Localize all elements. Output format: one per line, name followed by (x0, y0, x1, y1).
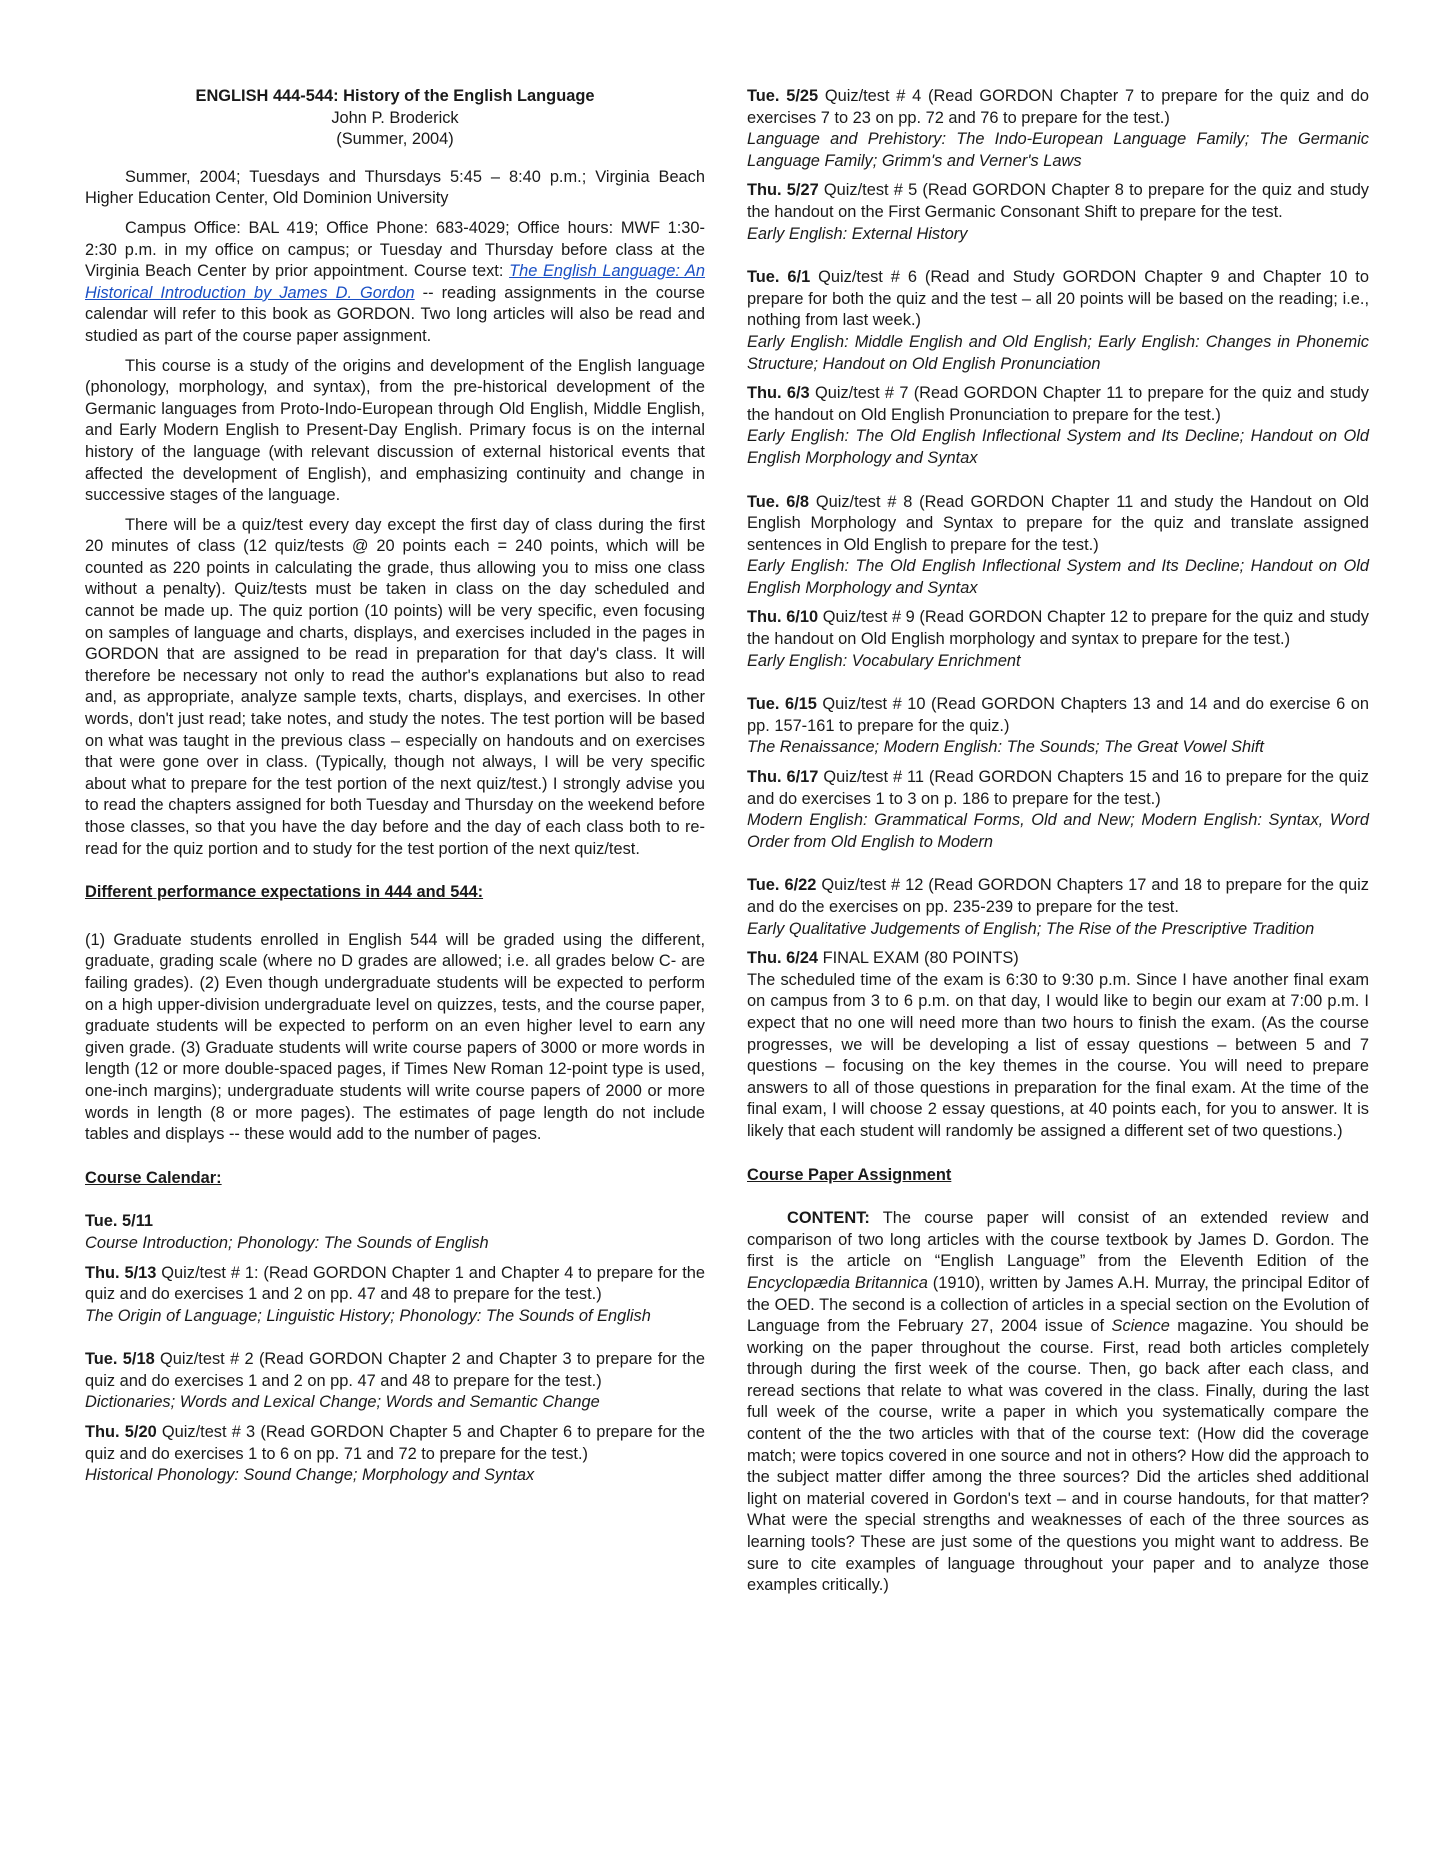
entry-topic: Early English: Middle English and Old English; Early English: Changes in Phonemic Structure; Handout on Old English Pronunciation (747, 332, 1369, 373)
calendar-entry (747, 694, 1369, 759)
paper-content-label: CONTENT: (787, 1209, 870, 1228)
calendar-entry (85, 1211, 705, 1254)
term: (Summer, 2004) (336, 130, 454, 149)
entry-topic: Early English: External History (747, 224, 968, 243)
calendar-entry (85, 1349, 705, 1414)
journal-science: Science (1111, 1317, 1170, 1336)
entry-text: Quiz/test # 5 (Read GORDON Chapter 8 to prepare for the quiz and study the handout on the First Germanic Consonant Shift to prepare for the test. (747, 181, 1370, 221)
entry-text: Quiz/test # 9 (Read GORDON Chapter 12 to prepare for the quiz and study the handout on Old English morphology and syntax to prepare for the test.) (747, 608, 1369, 649)
calendar-heading: Course Calendar: (85, 1168, 222, 1187)
entry-text: Quiz/test # 11 (Read GORDON Chapters 15 and 16 to prepare for the quiz and do exercises 1 to 3 on p. 186 to prepare for the test.) (747, 768, 1370, 808)
final-exam-text: The scheduled time of the exam is 6:30 to 9:30 p.m. Since I have another final exam on campus from 3 to 6 p.m. on that day, I would like to begin our exam at 7:00 p.m. I expect that no one will need more than two hours to finish the exam. (As the course progresses, we will be developing a list of essay questions – between 5 and 7 questions – focusing on the key themes in the course. You will need to prepare answers to all of those questions in preparation for the final exam. At the time of the final exam, I will choose 2 essay questions, at 40 points each, for you to answer. It is likely that each student will randomly be assigned a different set of two questions.) (747, 970, 1369, 1140)
entry-text: Quiz/test # 7 (Read GORDON Chapter 11 to prepare for the quiz and study the handout on Old English Pronunciation to prepare for the test.) (747, 384, 1369, 424)
calendar-entry (747, 180, 1369, 245)
expectations-body: (1) Graduate students enrolled in English 544 will be graded using the different, graduate, grading scale (where no D grades are allowed; i.e. all grades below C- are failing grades). (2) Even though undergraduate students will be expected to perform on a high upper-division undergraduate level on quizzes, tests, and the course paper, graduate students will be expected to perform on an even higher level to earn any given grade. (3) Graduate students will write course papers of 3000 or more words in length (12 or more double-spaced pages, if Times New Roman 12-point type is used, one-inch margins); undergraduate students will write course papers of 2000 or more words in length (8 or more pages). The estimates of page length do not include tables and displays -- these would add to the number of pages. (85, 930, 705, 1144)
calendar-entry (747, 492, 1369, 600)
entry-topic: Early Qualitative Judgements of English; The Rise of the Prescriptive Tradition (747, 919, 1315, 938)
entry-text: Quiz/test # 4 (Read GORDON Chapter 7 to prepare for the quiz and do exercises 7 to 23 on pp. 72 and 76 to prepare for the test.) (747, 87, 1369, 127)
entry-day: Tue. 6/15 (747, 695, 817, 714)
expectations-heading: Different performance expectations in 444 and 544: (85, 883, 484, 902)
entry-text: Quiz/test # 2 (Read GORDON Chapter 2 and Chapter 3 to prepare for the quiz and do exercises 1 and 2 on pp. 47 and 48 to prepare for the test.) (85, 1350, 705, 1390)
entry-topic: Early English: Vocabulary Enrichment (747, 651, 1021, 670)
entry-topic: Course Introduction; Phonology: The Sounds of English (85, 1233, 489, 1252)
right-column (747, 86, 1369, 1597)
left-column (85, 86, 705, 1487)
calendar-entry (85, 1263, 705, 1328)
textbook-link[interactable]: The English Language: An Historical Introduction by James D. Gordon (85, 262, 705, 302)
entry-topic: Dictionaries; Words and Lexical Change; Words and Semantic Change (85, 1393, 600, 1412)
entry-text: Quiz/test # 1: (Read GORDON Chapter 1 and Chapter 4 to prepare for the quiz and do exercises 1 and 2 on pp. 47 and 48 to prepare for the test.) (85, 1263, 705, 1304)
quizzes-paragraph: There will be a quiz/test every day except the first day of class during the first 20 minutes of class (12 quiz/tests @ 20 points each = 240 points, which will be counted as 220 points in calculating the grade, thus allowing you to miss one class without a penalty). Quiz/tests must be taken in class on the day scheduled and cannot be made up. The quiz portion (10 points) will be very specific, even focusing on samples of language and charts, displays, and exercises included in the pages in GORDON that are assigned to be read in preparation for that day's class. It will therefore be necessary not only to read the author's explanations but also to read and, as appropriate, analyze sample texts, charts, displays, and exercises. In other words, don't just read; take notes, and study the notes. The test portion will be based on what was taught in the previous class – especially on handouts and on exercises that were gone over in class. (Typically, though not always, I will be very specific about what to prepare for the test portion of the next quiz/test.) I strongly advise you to read the chapters assigned for both Tuesday and Thursday on the weekend before those classes, so that you have the day before and the day of each class both to re-read for the quiz portion and to study for the test portion of the next quiz/test. (85, 515, 705, 858)
entry-day: Tue. 5/18 (85, 1350, 155, 1369)
entry-day: Thu. 5/13 (85, 1263, 157, 1282)
journal-britannica: Encyclopædia Britannica (747, 1273, 928, 1292)
entry-text: Quiz/test # 8 (Read GORDON Chapter 11 and study the Handout on Old English Morphology and Syntax to prepare for the quiz and translate assigned sentences in Old English to prepare for the test.) (747, 492, 1369, 554)
office-text: Campus Office: BAL 419; Office Phone: 683-4029; Office hours: MWF 1:30-2:30 p.m. in my office on campus; or Tuesday and Thursday before class at the Virginia Beach Center by prior appointment. Course text: (85, 218, 705, 281)
entry-day: Thu. 5/20 (85, 1423, 157, 1442)
paper-text: magazine. You should be working on the paper throughout the course. First, read both articles completely through during the first week of the course. Then, go back after each class, and reread sections that relate to what was covered in the class. Finally, during the last full week of the course, write a paper in which you systematically compare the content of the the two articles with that of the course text: (How did the coverage match; were topics covered in one source and not in others? How did the approach to the subject matter differ among the three sources? Did the articles shed additional light on material covered in Gordon's text – and in course handouts, for that matter? What were the special strengths and weaknesses of each of the three sources as learning tools? These are just some of the questions you might want to address. Be sure to cite examples of language throughout your paper and to analyze those examples critically.) (747, 1317, 1369, 1595)
entry-day: Thu. 6/24 (747, 949, 819, 968)
calendar-entry (85, 1422, 705, 1487)
entry-day: Thu. 6/3 (747, 384, 810, 403)
entry-topic: Language and Prehistory: The Indo-European Language Family; The Germanic Language Family; Grimm's and Verner's Laws (747, 130, 1369, 170)
calendar-entry (747, 267, 1369, 375)
entry-text: Quiz/test # 6 (Read and Study GORDON Chapter 9 and Chapter 10 to prepare for both the quiz and the test – all 20 points will be based on the reading; i.e., nothing from last week.) (747, 268, 1369, 330)
paper-text: The course paper will consist of an extended review and comparison of two long articles with the course textbook by James D. Gordon. The first is the article on “English Language” from the Eleventh Edition of the (747, 1209, 1369, 1271)
entry-topic: The Renaissance; Modern English: The Sounds; The Great Vowel Shift (747, 738, 1264, 757)
final-exam-label: FINAL EXAM (80 POINTS) (818, 949, 1019, 968)
entry-day: Thu. 6/17 (747, 768, 819, 787)
entry-day: Tue. 5/11 (85, 1212, 154, 1231)
office-paragraph (85, 218, 705, 348)
calendar-entry (747, 767, 1369, 853)
entry-topic: The Origin of Language; Linguistic History; Phonology: The Sounds of English (85, 1306, 651, 1325)
entry-day: Tue. 6/1 (747, 268, 811, 287)
entry-topic: Early English: The Old English Inflectional System and Its Decline; Handout on Old English Morphology and Syntax (747, 427, 1369, 467)
description-paragraph: This course is a study of the origins and development of the English language (phonology, morphology, and syntax), from the pre-historical development of the Germanic languages from Proto-Indo-European through Old English, Middle English, and Early Modern English to Present-Day English. Primary focus is on the internal history of the language (with relevant discussion of external historical events that affected the development of English), and emphasizing continuity and change in successive stages of the language. (85, 356, 705, 505)
calendar-entry (747, 607, 1369, 672)
entry-day: Tue. 5/25 (747, 87, 819, 105)
paper-paragraph (747, 1208, 1369, 1597)
entry-topic: Early English: The Old English Inflectional System and Its Decline; Handout on Old English Morphology and Syntax (747, 557, 1369, 597)
instructor-name: John P. Broderick (331, 108, 459, 127)
calendar-entry (747, 875, 1369, 940)
entry-day: Thu. 6/10 (747, 608, 819, 627)
calendar-entry (747, 383, 1369, 469)
final-exam-entry (747, 948, 1369, 1142)
schedule-paragraph: Summer, 2004; Tuesdays and Thursdays 5:45 – 8:40 p.m.; Virginia Beach Higher Education Center, Old Dominion University (85, 167, 705, 208)
course-title: ENGLISH 444-544: History of the English Language (195, 87, 595, 105)
entry-topic: Historical Phonology: Sound Change; Morphology and Syntax (85, 1466, 535, 1485)
entry-topic: Modern English: Grammatical Forms, Old and New; Modern English: Syntax, Word Order from Old English to Modern (747, 811, 1369, 851)
entry-text: Quiz/test # 10 (Read GORDON Chapters 13 and 14 and do exercise 6 on pp. 157-161 to prepare for the quiz.) (747, 695, 1369, 735)
entry-day: Tue. 6/22 (747, 876, 817, 895)
paper-heading: Course Paper Assignment (747, 1165, 952, 1184)
paper-text: (1910), written by James A.H. Murray, the principal Editor of the OED. The second is a collection of articles in a special section on the Evolution of Language from the February 27, 2004 issue of (747, 1273, 1369, 1336)
calendar-entry (747, 86, 1369, 172)
entry-text: Quiz/test # 3 (Read GORDON Chapter 5 and Chapter 6 to prepare for the quiz and do exercises 1 to 6 on pp. 71 and 72 to prepare for the test.) (85, 1423, 705, 1463)
entry-day: Tue. 6/8 (747, 492, 810, 511)
entry-text: Quiz/test # 12 (Read GORDON Chapters 17 and 18 to prepare for the quiz and do the exercises on pp. 235-239 to prepare for the test. (747, 876, 1369, 916)
office-text-continued: -- reading assignments in the course calendar will refer to this book as GORDON. Two long articles will also be read and studied as part of the course paper assignment. (85, 283, 705, 345)
entry-day: Thu. 5/27 (747, 181, 819, 200)
